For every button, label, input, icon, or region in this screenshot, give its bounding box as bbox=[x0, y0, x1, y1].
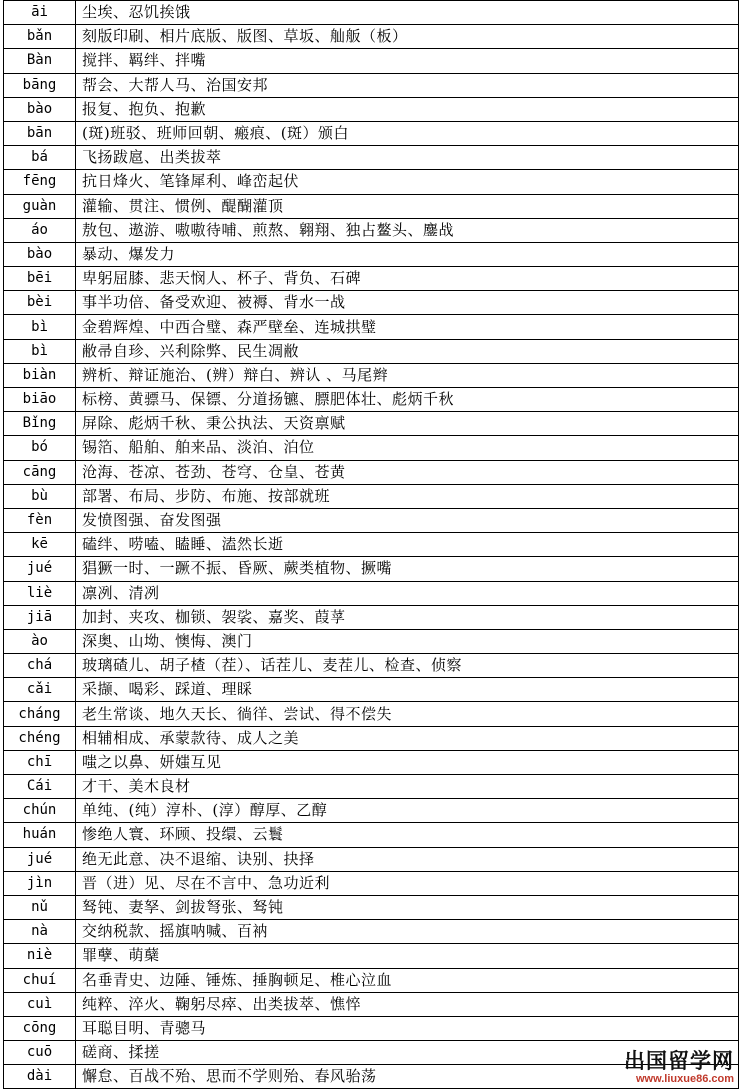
pinyin-cell: fèn bbox=[4, 508, 76, 532]
table-row bbox=[4, 726, 739, 750]
table-row bbox=[4, 267, 739, 291]
pinyin-cell: cuō bbox=[4, 1041, 76, 1065]
words-cell: 交纳税款、摇旗呐喊、百衲 bbox=[76, 920, 739, 944]
table-row bbox=[4, 25, 739, 49]
table-row bbox=[4, 1041, 739, 1065]
words-cell: 晋（进）见、尽在不言中、急功近利 bbox=[76, 871, 739, 895]
pinyin-cell: niè bbox=[4, 944, 76, 968]
words-cell: 加封、夹攻、枷锁、袈裟、嘉奖、葭莩 bbox=[76, 605, 739, 629]
words-cell: 嗤之以鼻、妍媸互见 bbox=[76, 750, 739, 774]
pinyin-cell: nǔ bbox=[4, 895, 76, 919]
table-row bbox=[4, 412, 739, 436]
table-row bbox=[4, 339, 739, 363]
pinyin-cell: cǎi bbox=[4, 678, 76, 702]
words-cell: 发愤图强、奋发图强 bbox=[76, 508, 739, 532]
table-row bbox=[4, 581, 739, 605]
watermark-url: www.liuxue86.com bbox=[635, 1073, 734, 1085]
table-row bbox=[4, 533, 739, 557]
words-cell: 搅拌、羁绊、拌嘴 bbox=[76, 49, 739, 73]
pinyin-cell: chéng bbox=[4, 726, 76, 750]
pinyin-cell: cōng bbox=[4, 1016, 76, 1040]
pinyin-cell: cháng bbox=[4, 702, 76, 726]
table-row bbox=[4, 750, 739, 774]
pinyin-cell: fēng bbox=[4, 170, 76, 194]
pinyin-cell: nà bbox=[4, 920, 76, 944]
pinyin-cell: jué bbox=[4, 847, 76, 871]
pinyin-cell: Cái bbox=[4, 775, 76, 799]
table-row bbox=[4, 605, 739, 629]
words-cell: 标榜、黄骠马、保镖、分道扬镳、膘肥体壮、彪炳千秋 bbox=[76, 388, 739, 412]
words-cell: 磋商、揉搓 bbox=[76, 1041, 739, 1065]
words-cell: 辨析、辩证施治、(辨）辩白、辨认 、马尾辫 bbox=[76, 363, 739, 387]
words-cell: 单纯、(纯）淳朴、(淳）醇厚、乙醇 bbox=[76, 799, 739, 823]
table-row bbox=[4, 678, 739, 702]
pinyin-cell: bēi bbox=[4, 267, 76, 291]
words-cell: 敝帚自珍、兴利除弊、民生凋敝 bbox=[76, 339, 739, 363]
table-row bbox=[4, 363, 739, 387]
words-cell: 报复、抱负、抱歉 bbox=[76, 97, 739, 121]
pinyin-cell: bèi bbox=[4, 291, 76, 315]
pinyin-cell: bān bbox=[4, 121, 76, 145]
words-cell: 相辅相成、承蒙款待、成人之美 bbox=[76, 726, 739, 750]
pinyin-cell: guàn bbox=[4, 194, 76, 218]
table-row bbox=[4, 847, 739, 871]
words-cell: 纯粹、淬火、鞠躬尽瘁、出类拔萃、憔悴 bbox=[76, 992, 739, 1016]
words-cell: 飞扬跋扈、出类拔萃 bbox=[76, 146, 739, 170]
table-row bbox=[4, 146, 739, 170]
table-row bbox=[4, 992, 739, 1016]
pinyin-cell: bì bbox=[4, 339, 76, 363]
table-row bbox=[4, 436, 739, 460]
words-cell: 驽钝、妻孥、剑拔弩张、驽钝 bbox=[76, 895, 739, 919]
pinyin-cell: biāo bbox=[4, 388, 76, 412]
pinyin-cell: chuí bbox=[4, 968, 76, 992]
pinyin-cell: bǎn bbox=[4, 25, 76, 49]
table-row bbox=[4, 968, 739, 992]
pinyin-cell: jiā bbox=[4, 605, 76, 629]
words-cell: 绝无此意、决不退缩、诀别、抉择 bbox=[76, 847, 739, 871]
pinyin-cell: bó bbox=[4, 436, 76, 460]
words-cell: 名垂青史、边陲、锤炼、捶胸顿足、椎心泣血 bbox=[76, 968, 739, 992]
pinyin-cell: chún bbox=[4, 799, 76, 823]
pinyin-cell: cāng bbox=[4, 460, 76, 484]
words-cell: 灌输、贯注、惯例、醍醐灌顶 bbox=[76, 194, 739, 218]
table-row bbox=[4, 291, 739, 315]
words-cell: 卑躬屈膝、悲天悯人、杯子、背负、石碑 bbox=[76, 267, 739, 291]
pinyin-cell: biàn bbox=[4, 363, 76, 387]
pinyin-cell: liè bbox=[4, 581, 76, 605]
pinyin-cell: chī bbox=[4, 750, 76, 774]
pinyin-cell: bì bbox=[4, 315, 76, 339]
words-cell: 刻版印刷、相片底版、版图、草坂、舢舨（板） bbox=[76, 25, 739, 49]
words-cell: 帮会、大帮人马、治国安邦 bbox=[76, 73, 739, 97]
words-cell: 尘埃、忍饥挨饿 bbox=[76, 1, 739, 25]
words-cell: 采撷、喝彩、踩道、理睬 bbox=[76, 678, 739, 702]
pinyin-cell: áo bbox=[4, 218, 76, 242]
table-row bbox=[4, 895, 739, 919]
words-cell: 锡箔、船舶、舶来品、淡泊、泊位 bbox=[76, 436, 739, 460]
table-body bbox=[4, 1, 739, 1089]
table-row bbox=[4, 242, 739, 266]
pinyin-cell: kē bbox=[4, 533, 76, 557]
pinyin-cell: bá bbox=[4, 146, 76, 170]
table-row bbox=[4, 654, 739, 678]
table-row bbox=[4, 1, 739, 25]
table-row bbox=[4, 823, 739, 847]
words-cell: 罪孽、萌蘖 bbox=[76, 944, 739, 968]
pinyin-cell: Bǐng bbox=[4, 412, 76, 436]
table-row bbox=[4, 218, 739, 242]
table-row bbox=[4, 702, 739, 726]
table-row bbox=[4, 73, 739, 97]
pinyin-cell: cuì bbox=[4, 992, 76, 1016]
words-cell: 耳聪目明、青骢马 bbox=[76, 1016, 739, 1040]
table-row bbox=[4, 920, 739, 944]
words-cell: 金碧辉煌、中西合璧、森严壁垒、连城拱璧 bbox=[76, 315, 739, 339]
pinyin-cell: chá bbox=[4, 654, 76, 678]
words-cell: 敖包、遨游、嗷嗷待哺、煎熬、翱翔、独占鳌头、鏖战 bbox=[76, 218, 739, 242]
words-cell: 猖獗一时、一蹶不振、昏厥、蕨类植物、撅嘴 bbox=[76, 557, 739, 581]
table-row bbox=[4, 49, 739, 73]
words-cell: 凛冽、清冽 bbox=[76, 581, 739, 605]
words-cell: 抗日烽火、笔锋犀利、峰峦起伏 bbox=[76, 170, 739, 194]
words-cell: 老生常谈、地久天长、徜徉、尝试、得不偿失 bbox=[76, 702, 739, 726]
words-cell: 屏除、彪炳千秋、秉公执法、天资禀赋 bbox=[76, 412, 739, 436]
pinyin-cell: ào bbox=[4, 629, 76, 653]
table-row bbox=[4, 97, 739, 121]
words-cell: 玻璃碴儿、胡子楂（茬）、话茬儿、麦茬儿、检查、侦察 bbox=[76, 654, 739, 678]
table-row bbox=[4, 1065, 739, 1089]
table-row bbox=[4, 1016, 739, 1040]
watermark-title: 出国留学网 bbox=[624, 1049, 734, 1073]
table-row bbox=[4, 775, 739, 799]
pinyin-cell: huán bbox=[4, 823, 76, 847]
pinyin-cell: āi bbox=[4, 1, 76, 25]
table-row bbox=[4, 557, 739, 581]
table-row bbox=[4, 629, 739, 653]
table-row bbox=[4, 799, 739, 823]
words-cell: 深奥、山坳、懊悔、澳门 bbox=[76, 629, 739, 653]
table-row bbox=[4, 194, 739, 218]
words-cell: 才干、美木良材 bbox=[76, 775, 739, 799]
pinyin-cell: jué bbox=[4, 557, 76, 581]
words-cell: (斑)班驳、班师回朝、瘢痕、(斑）颁白 bbox=[76, 121, 739, 145]
words-cell: 沧海、苍凉、苍劲、苍穹、仓皇、苍黄 bbox=[76, 460, 739, 484]
pinyin-cell: Bàn bbox=[4, 49, 76, 73]
table-row bbox=[4, 121, 739, 145]
pinyin-cell: bào bbox=[4, 97, 76, 121]
table-row bbox=[4, 315, 739, 339]
pinyin-cell: dài bbox=[4, 1065, 76, 1089]
pinyin-cell: jìn bbox=[4, 871, 76, 895]
table-row bbox=[4, 508, 739, 532]
words-cell: 惨绝人寰、环顾、投缳、云鬟 bbox=[76, 823, 739, 847]
table-row bbox=[4, 388, 739, 412]
words-cell: 暴动、爆发力 bbox=[76, 242, 739, 266]
pinyin-word-table bbox=[3, 0, 739, 1089]
table-row bbox=[4, 460, 739, 484]
pinyin-cell: bào bbox=[4, 242, 76, 266]
pinyin-cell: bù bbox=[4, 484, 76, 508]
table-row bbox=[4, 484, 739, 508]
words-cell: 懈怠、百战不殆、思而不学则殆、春风骀荡 bbox=[76, 1065, 739, 1089]
table-row bbox=[4, 944, 739, 968]
words-cell: 磕绊、唠嗑、瞌睡、溘然长逝 bbox=[76, 533, 739, 557]
words-cell: 部署、布局、步防、布施、按部就班 bbox=[76, 484, 739, 508]
table-row bbox=[4, 871, 739, 895]
words-cell: 事半功倍、备受欢迎、被褥、背水一战 bbox=[76, 291, 739, 315]
pinyin-cell: bāng bbox=[4, 73, 76, 97]
table-row bbox=[4, 170, 739, 194]
